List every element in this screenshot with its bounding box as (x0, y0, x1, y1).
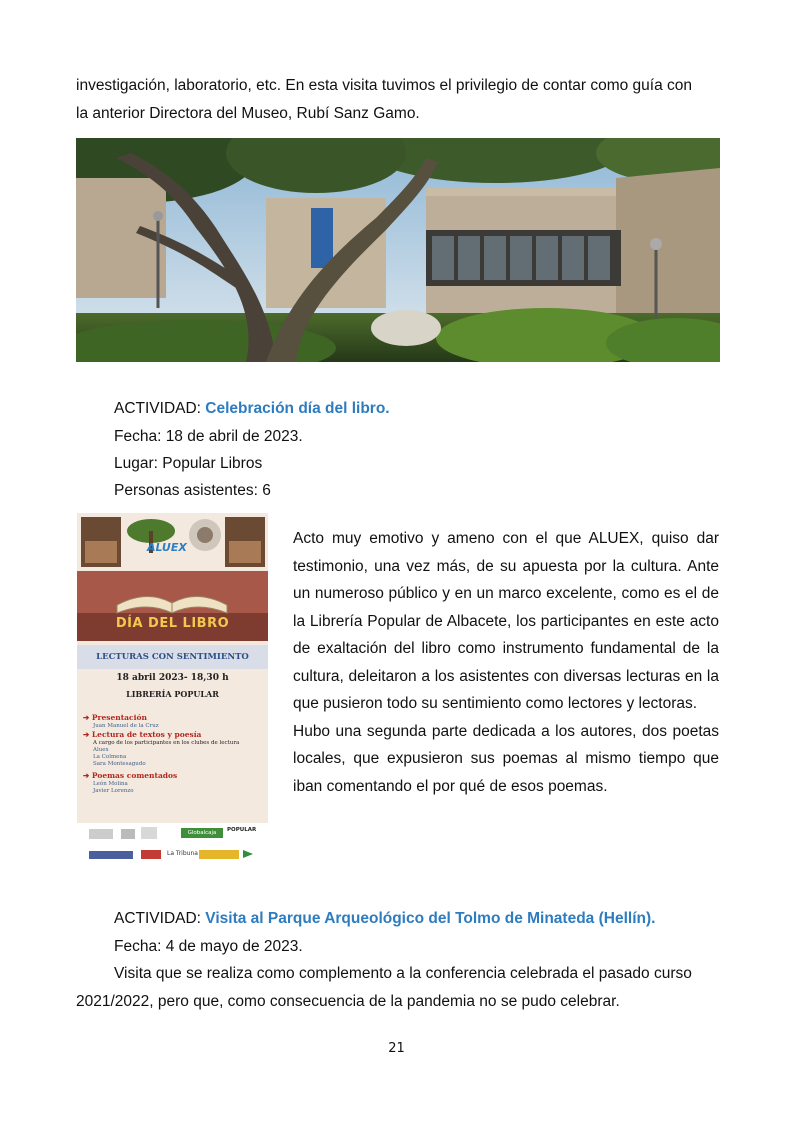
sponsor-yellow-logo (199, 850, 239, 859)
poster-item-lectura: ➔ Lectura de textos y poesía (83, 730, 202, 739)
poster-date: 18 abril 2023- 18,30 h (116, 673, 229, 683)
event-poster (77, 513, 268, 866)
poster-logo: ALUEX (147, 541, 187, 554)
activity1-lugar: Lugar: Popular Libros (114, 455, 263, 472)
intro-line-2: la anterior Directora del Museo, Rubí Sanz Gamo. (76, 105, 420, 122)
activity1-title: Celebración día del libro. (205, 400, 390, 417)
poster-item-lectura-club3: Sara Montesagudo (93, 761, 146, 767)
poster-item-presentacion-name: Juan Manuel de la Cruz (93, 723, 159, 729)
activity1-fecha: Fecha: 18 de abril de 2023. (114, 428, 303, 445)
activity2-fecha: Fecha: 4 de mayo de 2023. (114, 938, 303, 955)
poster-item-lectura-note: A cargo de los participantes en los clubes de lectura (93, 740, 240, 746)
poster-sponsors (77, 823, 268, 866)
intro-line-1: investigación, laboratorio, etc. En esta visita tuvimos el privilegio de contar como guía con (76, 77, 693, 94)
sponsor-ayuntamiento-logo (121, 829, 135, 839)
sponsor-globalcaja: Globalcaja (181, 828, 223, 838)
activity2-title: Visita al Parque Arqueológico del Tolmo de Minateda (Hellín). (205, 910, 656, 927)
poster-item-poemas: ➔ Poemas comentados (83, 771, 178, 780)
activity1-paragraph-1: Acto muy emotivo y ameno con el que ALUEX, quiso dar testimonio, una vez más, de su apuesta por la cultura. Ante un numeroso público y en un marco excelente, como es el de la Librería Popular de Albacete, los participantes en este acto de exaltación del libro como instrumento fundamental de la cultura, deleitaron a los asistentes con diversas lecturas en la que pusieron todo su sentimiento como lectores y lectoras. (293, 530, 719, 712)
sponsor-la-tribuna: La Tribuna (167, 850, 198, 857)
poster-item-lectura-club2: La Colmena (93, 754, 127, 760)
sponsor-popular: POPULAR (227, 827, 257, 833)
poster-venue: LIBRERÍA POPULAR (126, 689, 219, 699)
activity2-heading (114, 905, 655, 933)
sponsor-diputacion-logo (89, 829, 113, 839)
sponsor-junta-logo (141, 827, 157, 839)
poster-subtitle: LECTURAS CON SENTIMIENTO (77, 645, 268, 669)
activity1-label: ACTIVIDAD: (114, 400, 206, 417)
sponsor-uclm-logo (141, 850, 161, 859)
sponsor-biblioteca-logo (89, 851, 133, 859)
activity1-paragraph-2: Hubo una segunda parte dedicada a los autores, dos poetas locales, que expusieron sus poemas al mismo tiempo que iban comentando el por qué de esos poemas. (293, 722, 719, 795)
activity2-line-1: Visita que se realiza como complemento a la conferencia celebrada el pasado curso (114, 965, 692, 982)
poster-item-presentacion: ➔ Presentación (83, 713, 147, 722)
activity1-description (293, 525, 719, 800)
activity2-line-2: 2021/2022, pero que, como consecuencia de la pandemia no se pudo celebrar. (76, 993, 620, 1010)
sponsor-green-logo (243, 850, 253, 858)
museum-photo (76, 138, 720, 362)
poster-item-lectura-club1: Aluex (93, 747, 109, 753)
page-number: 21 (388, 1041, 405, 1056)
poster-header-art (77, 513, 268, 658)
poster-item-poemas-name1: León Molina (93, 781, 128, 787)
poster-program (83, 713, 263, 795)
activity1-heading (114, 395, 390, 423)
activity1-asistentes: Personas asistentes: 6 (114, 482, 271, 499)
poster-item-poemas-name2: Javier Lorenzo (93, 788, 134, 794)
activity2-label: ACTIVIDAD: (114, 910, 206, 927)
poster-banner: DÍA DEL LIBRO (115, 616, 230, 631)
